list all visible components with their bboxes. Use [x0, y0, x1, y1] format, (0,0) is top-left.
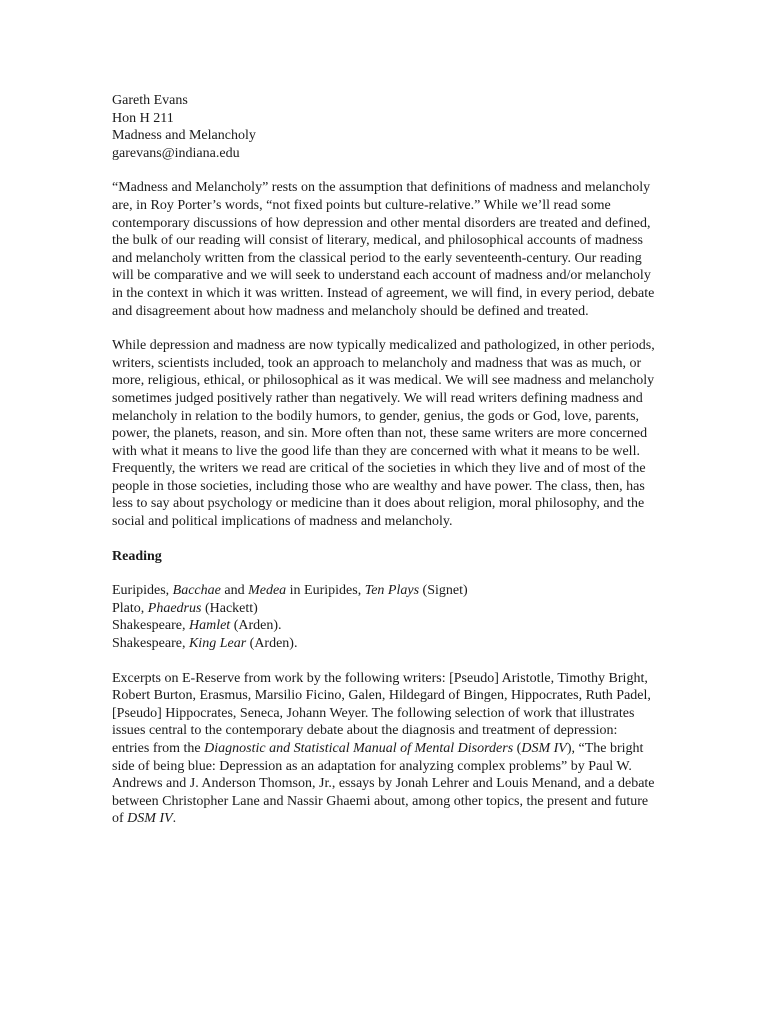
course-code: Hon H 211	[112, 110, 174, 126]
document-header	[112, 92, 657, 162]
document-body	[112, 92, 657, 828]
second-paragraph: While depression and madness are now typically medicalized and pathologized, in other periods, writers, scientists included, took an approach to melancholy and madness that was as much, or more, religious, ethical, or philosophical as it was medical. We will see madness and melancholy sometimes judged positively rather than negatively. We will read writers defining madness and melancholy in relation to the bodily humors, to gender, genius, the gods or God, love, parents, power, the planets, reason, and sin. More often than not, these same writers are more concerned with what it means to live the good life than they are concerned with what it means to be well. Frequently, the writers we read are critical of the societies in which they live and of most of the people in those societies, including those who are wealthy and have power. The class, then, has less to say about psychology or medicine than it does about religion, moral philosophy, and the social and political implications of madness and melancholy.	[112, 338, 655, 530]
intro-paragraph: “Madness and Melancholy” rests on the assumption that definitions of madness and melancholy are, in Roy Porter’s words, “not fixed points but culture-relative.” While we’ll read some contemporary discussions of how depression and other mental disorders are treated and defined, the bulk of our reading will consist of literary, medical, and philosophical accounts of madness and melancholy written from the classical period to the early seventeenth-century. Our reading will be comparative and we will seek to understand each account of madness and/or melancholy in the context in which it was written. Instead of agreement, we will find, in every period, debate and disagreement about how madness and melancholy should be defined and treated.	[112, 180, 655, 319]
reading-list	[112, 582, 657, 652]
course-title: Madness and Melancholy	[112, 128, 256, 144]
reading-item: Plato, Phaedrus (Hackett)	[112, 600, 258, 616]
reading-item: Shakespeare, Hamlet (Arden).	[112, 618, 282, 634]
reading-item: Euripides, Bacchae and Medea in Euripides, Ten Plays (Signet)	[112, 583, 468, 599]
excerpts-paragraph: Excerpts on E-Reserve from work by the following writers: [Pseudo] Aristotle, Timothy Bright, Robert Burton, Erasmus, Marsilio Ficino, Galen, Hildegard of Bingen, Hippocrates, Ruth Padel, [Pseudo] Hippocrates, Seneca, Johann Weyer. The following selection of work that illustrates issues central to the contemporary debate about the diagnosis and treatment of depression: entries from the Diagnostic and Statistical Manual of Mental Disorders (DSM IV), “The bright side of being blue: Depression as an adaptation for analyzing complex problems” by Paul W. Andrews and J. Anderson Thomson, Jr., essays by Jonah Lehrer and Louis Menand, and a debate between Christopher Lane and Nassir Ghaemi about, among other topics, the present and future of DSM IV.	[112, 670, 655, 827]
reading-item: Shakespeare, King Lear (Arden).	[112, 636, 298, 652]
reading-heading: Reading	[112, 548, 162, 564]
author-email: garevans@indiana.edu	[112, 145, 240, 161]
author-name: Gareth Evans	[112, 93, 188, 108]
